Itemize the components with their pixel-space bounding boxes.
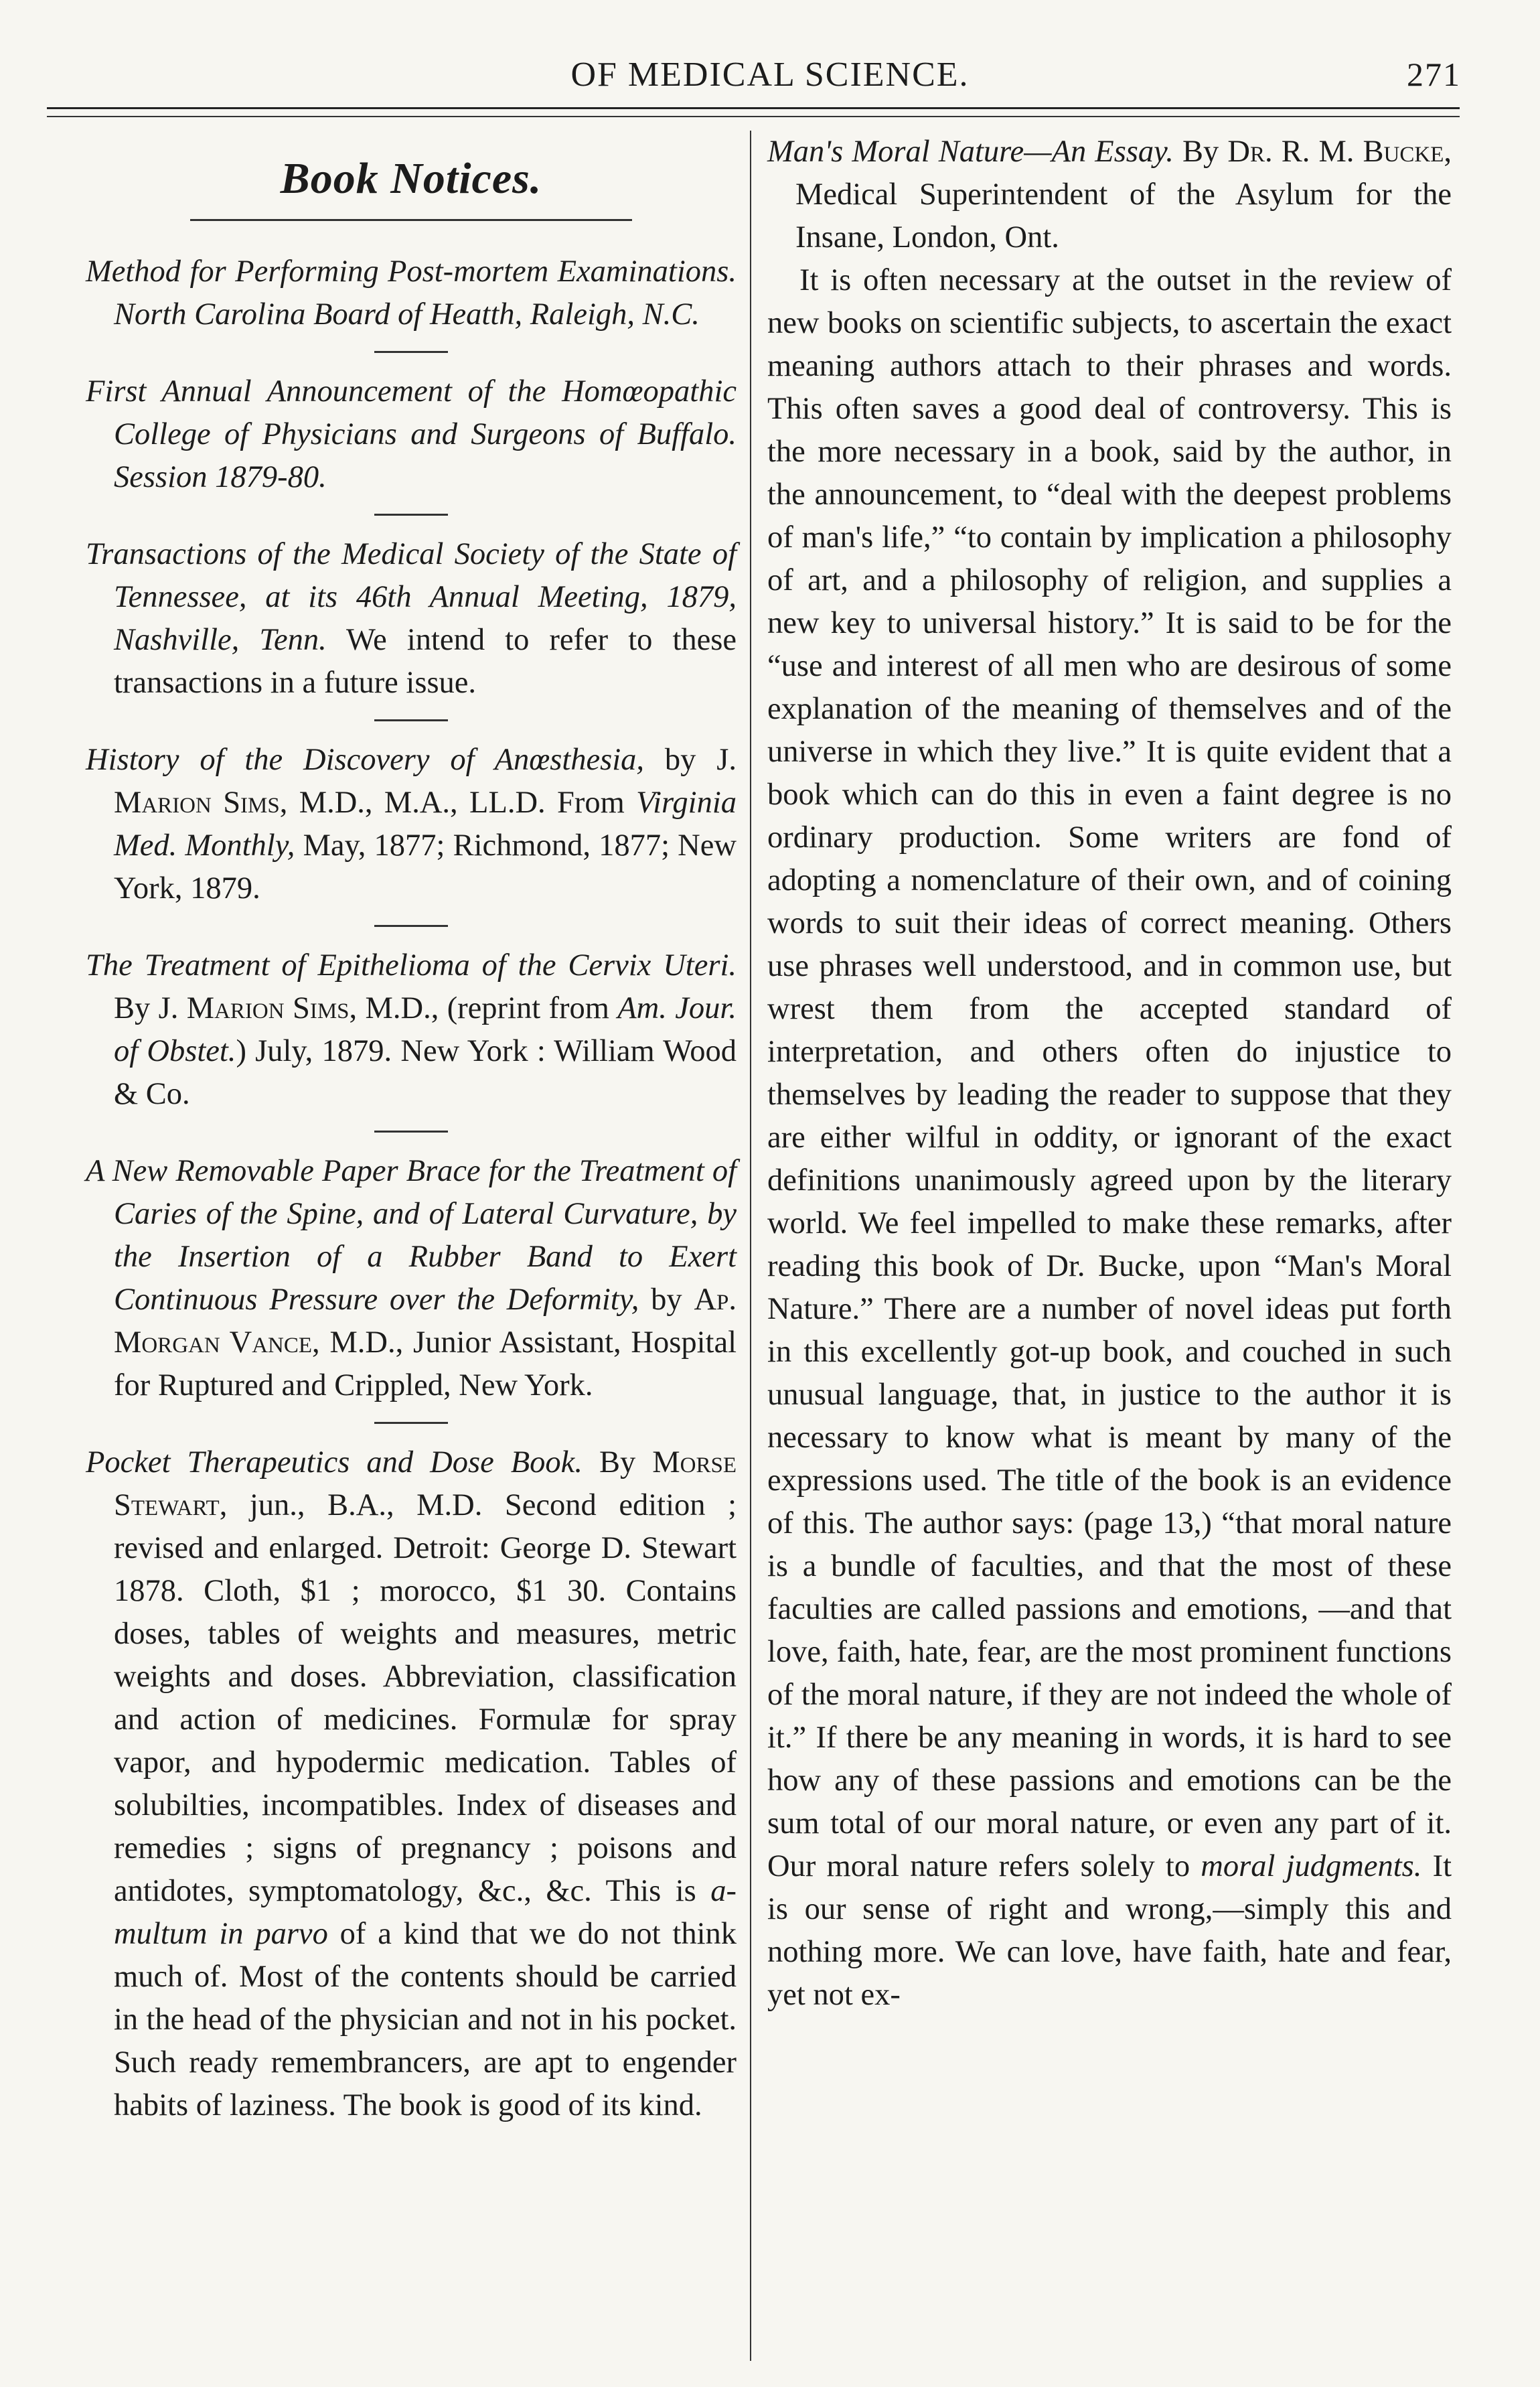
review-text-part: It is our sense of right and wrong,—simply this and nothing more. We can love, have faith, hate and fear, yet not ex- xyxy=(767,1849,1452,2012)
review-book-title: Man's Moral Nature—An Essay. xyxy=(767,135,1174,169)
notice-text-part: by J. xyxy=(644,743,737,777)
notice-text: First Annual Announcement of the Homœopathic College of Physicians and Surgeons of Buffalo. Session 1879-80. xyxy=(86,374,737,494)
notice-text xyxy=(86,1441,737,2127)
author-name: Marion Sims xyxy=(114,786,280,820)
notice-title: History of the Discovery of Anœsthesia, xyxy=(86,743,645,777)
notice-text: Method for Performing Post-mortem Examinations. North Carolina Board of Heatth, Raleigh, N.C. xyxy=(86,255,737,332)
notice-text-part: May, 1877; Richmond, 1877; New York, 1879. xyxy=(114,828,737,906)
author-name: Ap. Morgan Vance xyxy=(114,1283,737,1360)
heading-rule xyxy=(190,219,632,221)
header-rule xyxy=(47,107,1460,117)
notice-text xyxy=(86,1150,737,1407)
entry-separator xyxy=(374,1131,448,1133)
notice-text-part: by xyxy=(639,1283,694,1317)
entry-separator xyxy=(374,351,448,353)
notice-entry xyxy=(86,250,737,336)
entry-separator xyxy=(374,1422,448,1424)
entry-separator xyxy=(374,719,448,721)
entry-separator xyxy=(374,925,448,927)
notice-text-part: , M.D., (reprint from xyxy=(349,991,618,1025)
entry-separator xyxy=(374,514,448,516)
author-name: Dr. R. M. Bucke xyxy=(1227,135,1444,169)
section-heading: Book Notices. xyxy=(280,154,542,203)
notice-entry xyxy=(86,370,737,499)
author-name: Morse Stewart xyxy=(114,1445,737,1522)
author-name: Marion Sims xyxy=(186,991,350,1025)
review-text-part: It is often necessary at the outset in the review of new books on scientific subjects, to ascertain the exact meaning authors attach to their phrases and words. This often saves a good deal of controversy. This is the more necessary in a book, said by the author, in the announcement, to “deal with the deepest problems of man's life,” “to contain by implication a philosophy of art, and a philosophy of religion, and supplies a new key to universal history.” It is said to be for the “use and interest of all men who are desirous of some explanation of the meaning of themselves and of the universe in which they live.” It is quite evident that a book which can do this in even a faint degree is no ordinary production. Some writers are fond of adopting a nomenclature of their own, and of coining words to suit their ideas of correct meaning. Others use phrases well understood, and in common use, but wrest them from the accepted standard of interpretation, and others often do injustice to themselves by leading the reader to suppose that they are either wilful in oddity, or ignorant of the exact definitions unanimously agreed upon by the literary world. We feel impelled to make these remarks, after reading this book of Dr. Bucke, upon “Man's Moral Nature.” There are a number of novel ideas put forth in this excellently got-up book, and couched in such unusual language, that, in justice to the author it is necessary to know what is meant by many of the expressions used. The title of the book is an evidence of this. The author says: (page 13,) “that moral nature is a bundle of faculties, and that the most of these faculties are called passions and emotions, —and that love, faith, hate, fear, are the most prominent functions of the moral nature, if they are not indeed the whole of it.” If there be any meaning in words, it is hard to see how any of these passions and emotions can be the sum total of our moral nature, or even any part of it. Our moral nature refers solely to xyxy=(767,263,1452,1883)
notice-entry xyxy=(86,944,737,1116)
review-title xyxy=(767,131,1452,259)
notice-text-part: By J. xyxy=(114,991,187,1025)
notice-title: A New Removable Paper Brace for the Treatment of Caries of the Spine, and of Lateral Curvature, by the Insertion of a Rubber Band to Exert Continuous Pressure over the Deformity, xyxy=(86,1154,737,1317)
notice-title: Pocket Therapeutics and Dose Book. xyxy=(86,1445,583,1479)
review-paragraph xyxy=(767,259,1452,2017)
notice-entry xyxy=(86,1441,737,2127)
notice-remark: We intend to refer to these transactions in a future issue. xyxy=(114,623,737,700)
notice-text-part: , jun., B.A., M.D. Second edition ; revised and enlarged. Detroit: George D. Stewart 1878. Cloth, $1 ; morocco, $1 30. Contains doses, tables of weights and measures, metric weights and doses. Abbreviation, classification and action of medicines. Formulæ for spray vapor, and hypodermic medication. Tables of solubilties, incompatibles. Index of diseases and remedies ; signs of pregnancy ; poisons and antidotes, symptomatology, &c., &c. This is xyxy=(114,1488,737,1908)
emphasis: moral judgments. xyxy=(1201,1849,1422,1883)
running-head xyxy=(0,47,1540,94)
review-title-part: , Medical Superintendent of the Asylum for the Insane, London, Ont. xyxy=(795,135,1452,255)
running-title: OF MEDICAL SCIENCE. xyxy=(570,56,970,94)
notice-entry xyxy=(86,1150,737,1407)
column-divider xyxy=(750,131,751,2361)
notice-title: The Treatment of Epithelioma of the Cervix Uteri. xyxy=(86,948,737,983)
page-number: 271 xyxy=(1407,56,1461,93)
notice-text-part: of a kind that we do not think much of. Most of the contents should be carried in the head of the physician and not in his pocket. Such ready remembrancers, are apt to engender habits of laziness. The book is good of its kind. xyxy=(114,1917,737,2122)
latin-phrase: a-multum in parvo xyxy=(114,1874,737,1951)
notice-title: Transactions of the Medical Society of the State of Tennessee, at its 46th Annual Meeting, 1879, Nashville, Tenn. xyxy=(86,537,737,657)
right-column xyxy=(767,131,1452,2017)
review-title-part: By xyxy=(1173,135,1228,169)
notice-text-part: , M.D., M.A., LL.D. From xyxy=(279,786,637,820)
notice-entry xyxy=(86,533,737,705)
notice-entry xyxy=(86,739,737,910)
notice-text-part: ) July, 1879. New York : William Wood & Co. xyxy=(114,1034,737,1111)
notice-text xyxy=(86,739,737,910)
notice-text xyxy=(86,944,737,1116)
journal-name: Virginia Med. Monthly, xyxy=(114,786,737,863)
left-column xyxy=(86,131,737,2127)
journal-name: Am. Jour. of Obstet. xyxy=(114,991,737,1068)
notice-text xyxy=(86,533,737,705)
notice-text-part: , M.D., Junior Assistant, Hospital for Ruptured and Crippled, New York. xyxy=(114,1325,737,1402)
notice-text-part: By xyxy=(582,1445,653,1479)
